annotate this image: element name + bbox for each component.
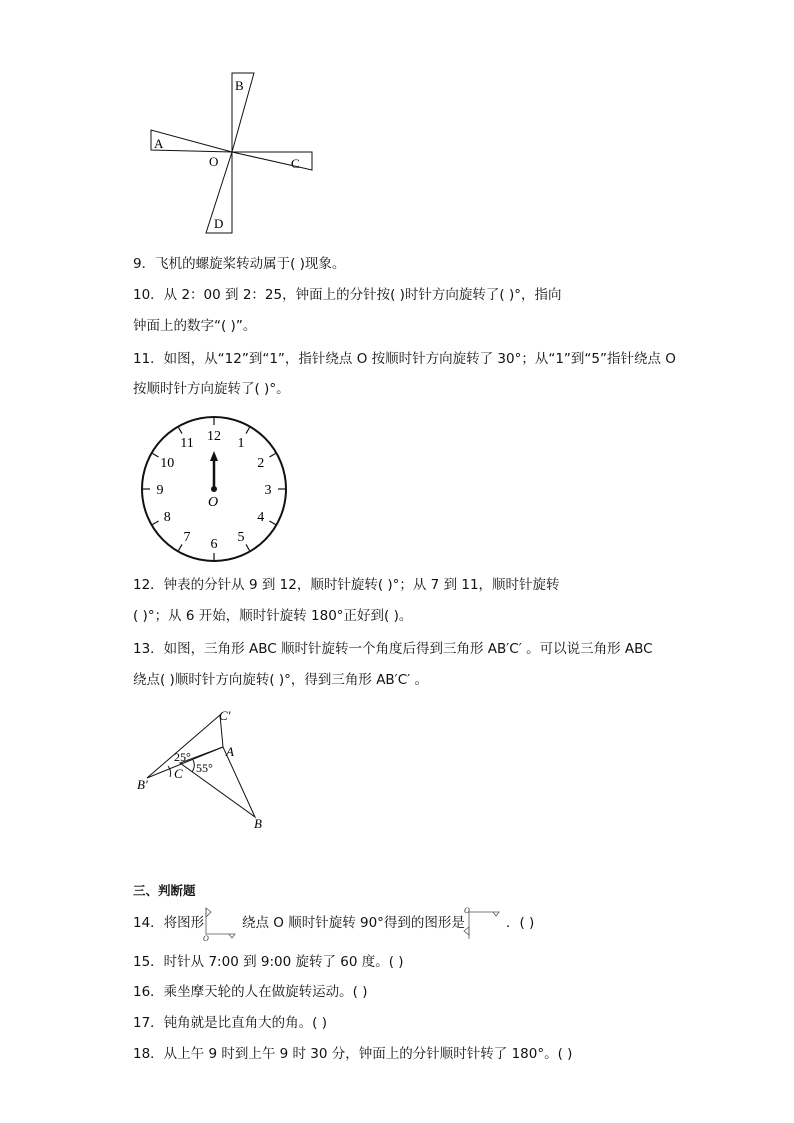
triangle-figure <box>130 700 275 835</box>
question-14-part-3: ．( ) <box>506 915 535 931</box>
label-b: B <box>254 816 262 831</box>
clock-hand-arrow <box>210 451 218 461</box>
label-b-prime: B′ <box>137 777 148 792</box>
clock-tick <box>246 428 250 434</box>
section-3-title: 三、判断题 <box>133 883 196 898</box>
question-12-line-1: 12．钟表的分针从 9 到 12，顺时针旋转( )°；从 7 到 11，顺时针旋转 <box>133 577 560 593</box>
clock-tick <box>269 521 275 525</box>
label-o: O <box>209 154 219 169</box>
clock-number: 10 <box>160 456 175 471</box>
question-11-line-2: 按顺时针方向旋转了( )°。 <box>133 381 290 397</box>
label-angle-55: 55° <box>196 761 213 775</box>
q14-o-label-1: O <box>203 934 209 941</box>
q14-o-label-2: O <box>464 906 470 915</box>
clock-tick <box>179 428 183 434</box>
clock-center-dot <box>211 486 217 492</box>
clock-figure <box>138 413 290 565</box>
question-9: 9．飞机的螺旋桨转动属于( )现象。 <box>133 256 346 272</box>
clock-center-label: O <box>208 495 219 510</box>
clock-number: 9 <box>156 483 164 498</box>
question-13-line-2: 绕点( )顺时针方向旋转( )°，得到三角形 AB′C′ 。 <box>133 672 429 688</box>
clock-number: 8 <box>163 510 171 525</box>
question-17: 17．钝角就是比直角大的角。( ) <box>133 1015 328 1031</box>
label-d: D <box>214 216 224 231</box>
question-13-line-1: 13．如图，三角形 ABC 顺时针旋转一个角度后得到三角形 AB′C′ 。可以说三角形 ABC <box>133 641 653 657</box>
label-c-prime: C′ <box>219 708 231 723</box>
question-10-line-1: 10．从 2：00 到 2：25，钟面上的分针按( )时针方向旋转了( )°，指向 <box>133 287 562 303</box>
triangle-abc <box>180 747 255 817</box>
triangle-c <box>232 152 312 170</box>
question-12-line-2: ( )°；从 6 开始，顺时针旋转 180°正好到( )。 <box>133 608 413 624</box>
clock-tick <box>246 544 250 550</box>
question-15: 15．时针从 7:00 到 9:00 旋转了 60 度。( ) <box>133 954 404 970</box>
question-11-line-1: 11．如图，从“12”到“1”，指针绕点 O 按顺时针方向旋转了 30°；从“1”到“5”指针绕点 O <box>133 351 676 367</box>
label-angle-25: 25° <box>174 750 191 764</box>
clock-number: 4 <box>257 510 265 525</box>
question-14-part-2: 绕点 O 顺时针旋转 90°得到的图形是 <box>242 915 465 931</box>
label-a: A <box>226 744 234 759</box>
clock-number: 2 <box>257 456 265 471</box>
clock-number: 7 <box>183 529 191 545</box>
label-b: B <box>235 78 244 93</box>
clock-number: 6 <box>210 537 218 552</box>
clock-tick <box>269 454 275 458</box>
question-18: 18．从上午 9 时到上午 9 时 30 分，钟面上的分针顺时针转了 180°。( ) <box>133 1046 573 1062</box>
q14-figure-rotated <box>463 905 503 941</box>
question-14-part-1: 14．将图形 <box>133 915 205 931</box>
label-c: C <box>174 766 183 781</box>
q14-figure-original <box>203 905 239 941</box>
clock-number: 12 <box>207 429 221 444</box>
question-16: 16．乘坐摩天轮的人在做旋转运动。( ) <box>133 984 368 1000</box>
label-a: A <box>154 136 164 151</box>
angle-arc-25 <box>168 766 171 777</box>
clock-number: 3 <box>264 483 272 498</box>
label-c: C <box>291 156 300 171</box>
clock-number: 1 <box>237 436 245 452</box>
clock-tick <box>153 454 159 458</box>
pinwheel-figure <box>140 68 325 238</box>
angle-arc-55 <box>192 760 194 772</box>
clock-number: 5 <box>237 529 245 545</box>
clock-tick <box>179 544 183 550</box>
clock-tick <box>153 521 159 525</box>
question-10-line-2: 钟面上的数字“( )”。 <box>133 318 257 334</box>
clock-number: 11 <box>180 436 194 452</box>
